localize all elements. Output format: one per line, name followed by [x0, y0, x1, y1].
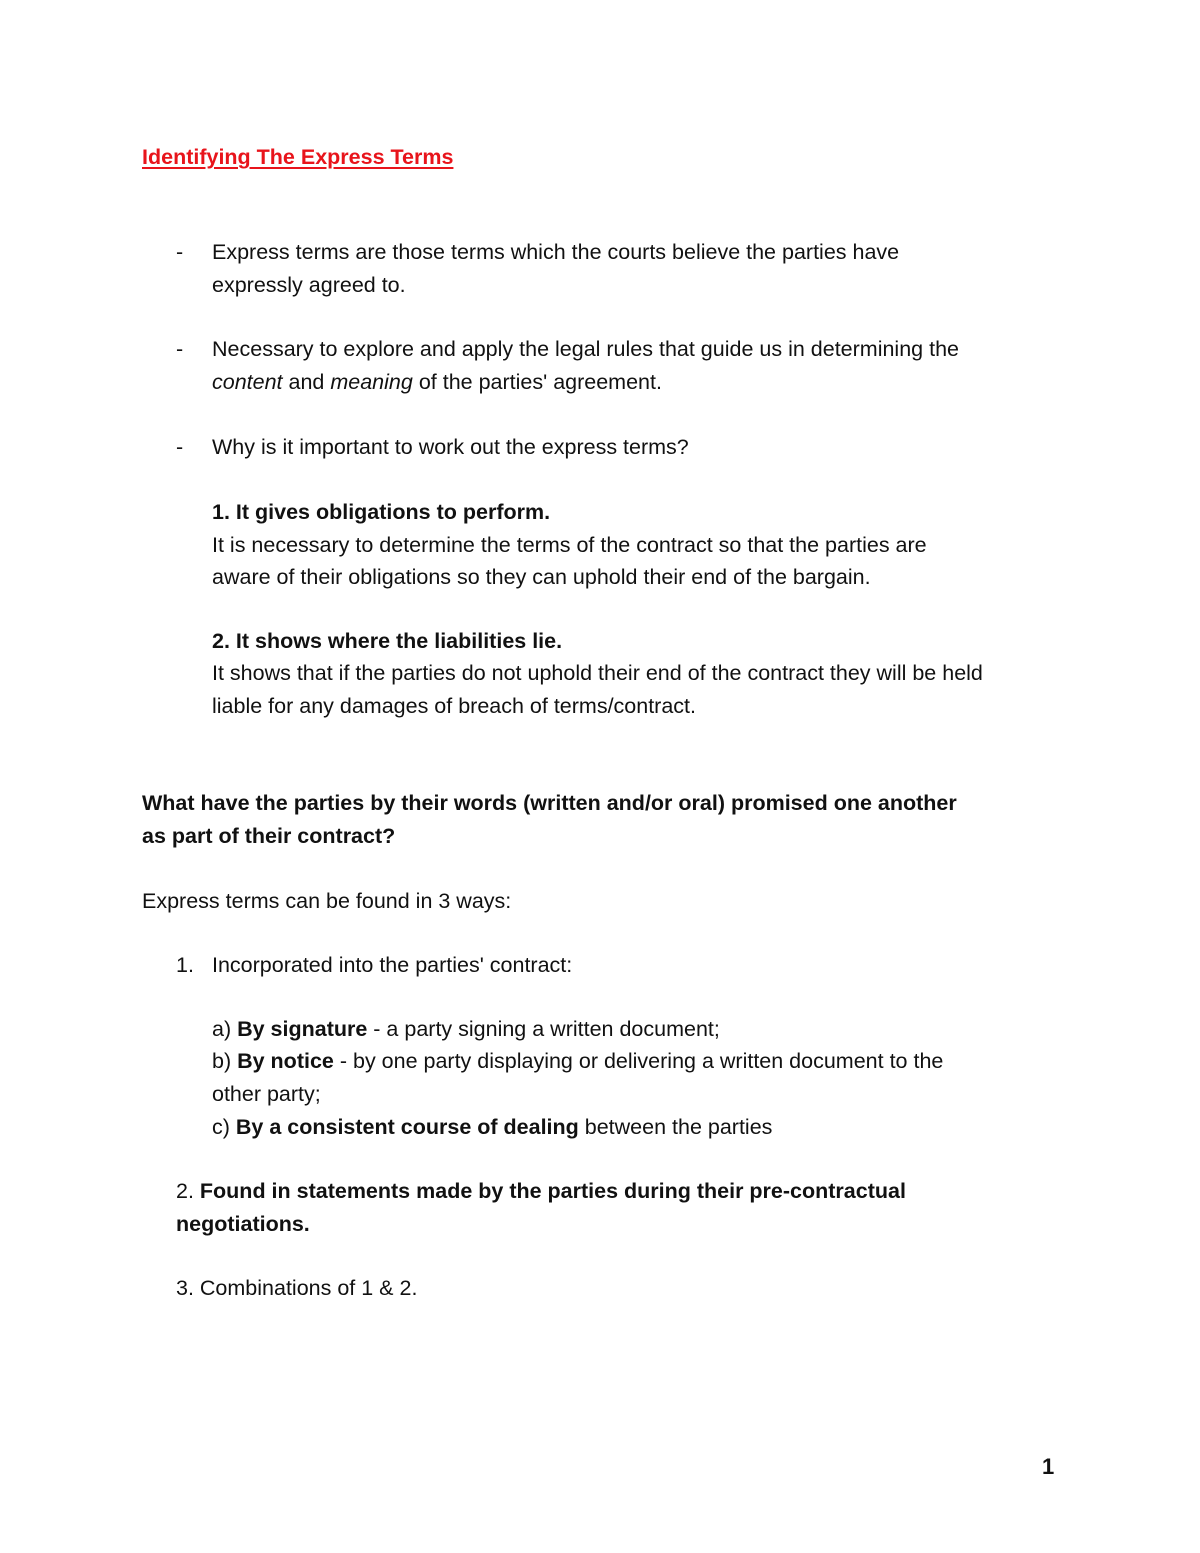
text-fragment: of the parties' agreement.	[412, 370, 662, 394]
reason-2-line-2: liable for any damages of breach of terms/contract.	[212, 694, 696, 718]
item-bold: By signature	[237, 1017, 368, 1041]
reason-1-heading: 1. It gives obligations to perform.	[212, 500, 551, 524]
ways-intro: Express terms can be found in 3 ways:	[142, 889, 512, 913]
item-rest: between the parties	[578, 1115, 773, 1139]
item-rest: - by one party displaying or delivering a written document to the	[333, 1049, 944, 1073]
reason-2-line-1: It shows that if the parties do not uphold their end of the contract they will be held	[212, 661, 983, 685]
way-2-line-2: negotiations.	[176, 1212, 310, 1236]
way-3: 3. Combinations of 1 & 2.	[176, 1276, 418, 1300]
item-prefix: 2.	[176, 1179, 200, 1203]
reason-1-line-1: It is necessary to determine the terms of the contract so that the parties are	[212, 533, 927, 557]
bullet-1-line-2: expressly agreed to.	[212, 273, 406, 297]
bullet-3-line-1: Why is it important to work out the express terms?	[212, 435, 689, 459]
way-1-text: Incorporated into the parties' contract:	[212, 953, 573, 977]
way-1-number: 1.	[176, 953, 194, 977]
bullet-1-line-1: Express terms are those terms which the courts believe the parties have	[212, 240, 900, 264]
question-heading-line-2: as part of their contract?	[142, 824, 396, 848]
way-1-item-b	[212, 1051, 943, 1073]
question-heading-line-1: What have the parties by their words (written and/or oral) promised one another	[142, 791, 957, 815]
way-2-line-1	[176, 1181, 906, 1203]
document-title: Identifying The Express Terms	[142, 145, 454, 169]
item-prefix: b)	[212, 1049, 238, 1073]
emphasis-meaning: meaning	[330, 370, 413, 394]
item-bold: By notice	[237, 1049, 334, 1073]
emphasis-content: content	[212, 370, 283, 394]
item-rest: - a party signing a written document;	[367, 1017, 720, 1041]
way-1-item-b-line-2: other party;	[212, 1082, 321, 1106]
bullet-2-line-2	[212, 372, 662, 394]
reason-2-heading: 2. It shows where the liabilities lie.	[212, 629, 563, 653]
bullet-dash: -	[176, 435, 184, 459]
text-fragment: and	[282, 370, 331, 394]
item-prefix: c)	[212, 1115, 236, 1139]
bullet-dash: -	[176, 240, 184, 264]
bullet-dash: -	[176, 337, 184, 361]
way-1-item-c	[212, 1117, 772, 1139]
item-prefix: a)	[212, 1017, 238, 1041]
page-number: 1	[1042, 1454, 1055, 1479]
item-bold: Found in statements made by the parties during their pre-contractual	[199, 1179, 906, 1203]
way-1-item-a	[212, 1019, 720, 1041]
bullet-2-line-1: Necessary to explore and apply the legal rules that guide us in determining the	[212, 337, 959, 361]
item-bold: By a consistent course of dealing	[235, 1115, 579, 1139]
reason-1-line-2: aware of their obligations so they can uphold their end of the bargain.	[212, 565, 871, 589]
